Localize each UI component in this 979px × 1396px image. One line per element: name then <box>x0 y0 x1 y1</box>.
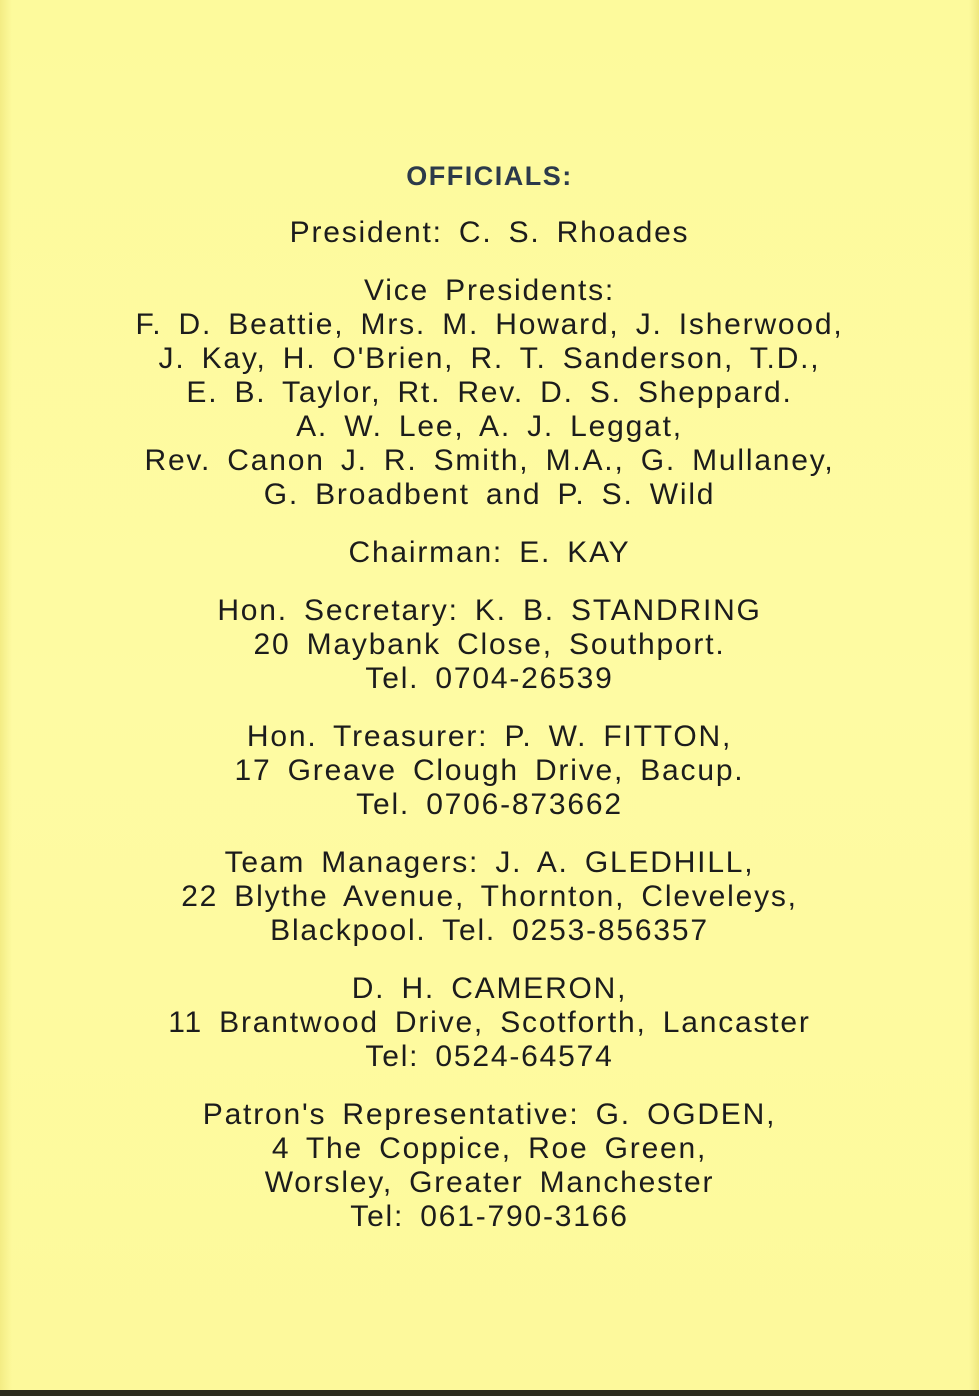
team-manager-address: 11 Brantwood Drive, Scotforth, Lancaster <box>168 1006 811 1039</box>
vice-presidents-line: J. Kay, H. O'Brien, R. T. Sanderson, T.D., <box>158 342 821 375</box>
team-manager-phone: Tel: 0524-64574 <box>365 1040 614 1073</box>
treasurer-address: 17 Greave Clough Drive, Bacup. <box>234 754 745 787</box>
vice-presidents-block <box>0 274 979 512</box>
treasurer-line: Hon. Treasurer: P. W. FITTON, <box>246 720 733 753</box>
page-edge-bottom <box>0 1390 979 1396</box>
team-manager-address: 22 Blythe Avenue, Thornton, Cleveleys, <box>181 880 798 913</box>
team-manager-block <box>0 846 979 948</box>
vice-presidents-label: Vice Presidents: <box>363 274 616 307</box>
vice-presidents-line: Rev. Canon J. R. Smith, M.A., G. Mullaney, <box>144 444 835 477</box>
treasurer-block <box>0 720 979 822</box>
patron-rep-address: Worsley, Greater Manchester <box>264 1166 715 1199</box>
patron-rep-block <box>0 1098 979 1234</box>
officials-heading: OFFICIALS: <box>406 161 573 191</box>
patron-rep-line: Patron's Representative: G. OGDEN, <box>202 1098 777 1131</box>
secretary-line: Hon. Secretary: K. B. STANDRING <box>217 594 762 627</box>
secretary-block <box>0 594 979 696</box>
team-manager-block <box>0 972 979 1074</box>
vice-presidents-line: G. Broadbent and P. S. Wild <box>263 478 716 511</box>
vice-presidents-line: F. D. Beattie, Mrs. M. Howard, J. Isherwood, <box>135 308 844 341</box>
team-manager-line: Team Managers: J. A. GLEDHILL, <box>224 846 755 879</box>
chairman-line: Chairman: E. KAY <box>348 536 631 569</box>
president-line: President: C. S. Rhoades <box>289 216 690 249</box>
team-manager-phone: Blackpool. Tel. 0253-856357 <box>270 914 709 947</box>
vice-presidents-line: E. B. Taylor, Rt. Rev. D. S. Sheppard. <box>186 376 793 409</box>
secretary-phone: Tel. 0704-26539 <box>365 662 614 695</box>
president-block <box>0 216 979 250</box>
chairman-block <box>0 536 979 570</box>
officials-list <box>0 158 979 1256</box>
patron-rep-phone: Tel: 061-790-3166 <box>350 1200 629 1233</box>
team-manager-line: D. H. CAMERON, <box>351 972 628 1005</box>
patron-rep-address: 4 The Coppice, Roe Green, <box>271 1132 708 1165</box>
treasurer-phone: Tel. 0706-873662 <box>356 788 623 821</box>
vice-presidents-line: A. W. Lee, A. J. Leggat, <box>296 410 683 443</box>
secretary-address: 20 Maybank Close, Southport. <box>253 628 726 661</box>
